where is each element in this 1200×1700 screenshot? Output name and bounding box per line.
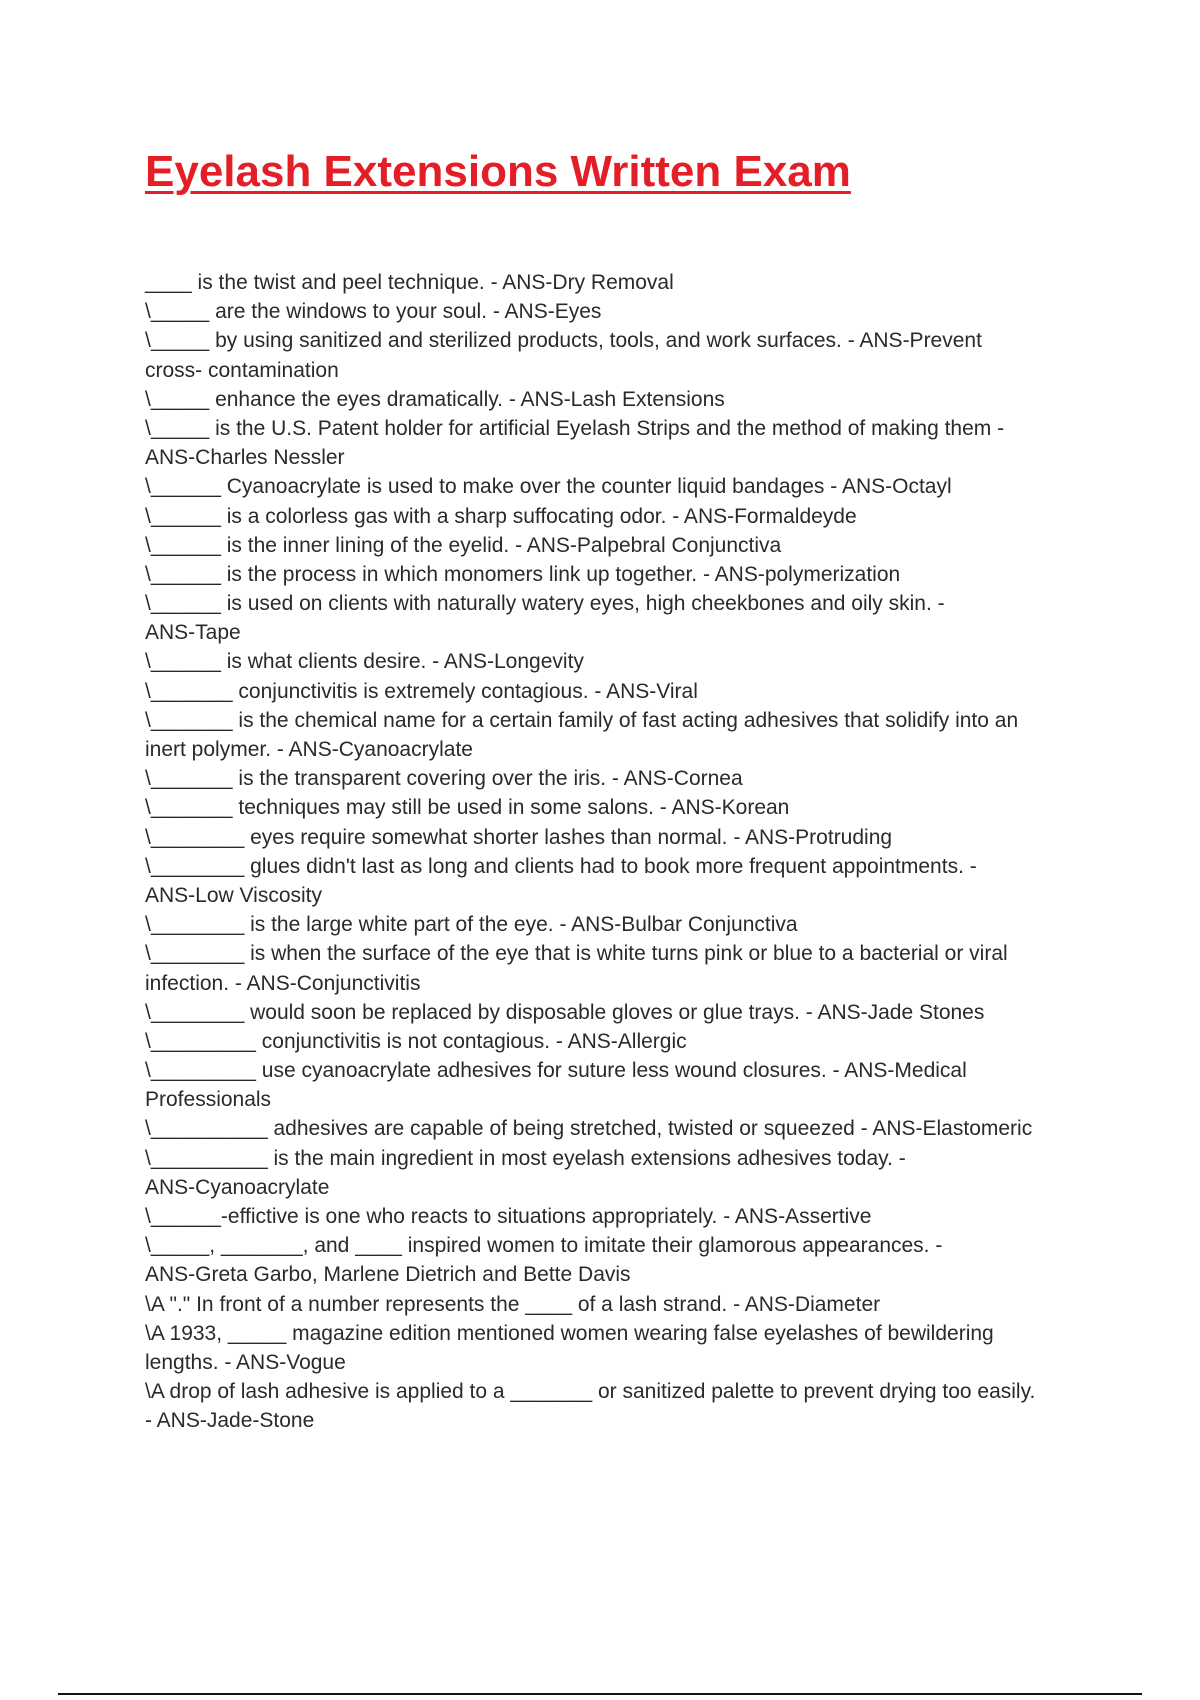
- exam-line: ANS-Greta Garbo, Marlene Dietrich and Bette Davis: [145, 1263, 631, 1287]
- exam-line: \________ is the large white part of the eye. - ANS-Bulbar Conjunctiva: [145, 913, 798, 937]
- exam-line: \________ eyes require somewhat shorter lashes than normal. - ANS-Protruding: [145, 825, 893, 849]
- exam-line: ____ is the twist and peel technique. - ANS-Dry Removal: [145, 271, 674, 294]
- exam-line: \__________ adhesives are capable of being stretched, twisted or squeezed - ANS-Elastomeric: [145, 1117, 1033, 1141]
- exam-line: \A 1933, _____ magazine edition mentioned women wearing false eyelashes of bewildering: [145, 1321, 994, 1345]
- exam-line: \_______ is the chemical name for a certain family of fast acting adhesives that solidify into an: [145, 708, 1019, 732]
- exam-line: \______ is used on clients with naturally watery eyes, high cheekbones and oily skin. -: [145, 592, 945, 616]
- document-title: Eyelash Extensions Written Exam: [145, 147, 851, 196]
- exam-line: \________ would soon be replaced by disposable gloves or glue trays. - ANS-Jade Stones: [145, 1000, 985, 1024]
- exam-line: \______ is the inner lining of the eyelid. - ANS-Palpebral Conjunctiva: [145, 533, 782, 557]
- exam-line: \______-effictive is one who reacts to situations appropriately. - ANS-Assertive: [145, 1205, 872, 1228]
- exam-line: \_____ enhance the eyes dramatically. - ANS-Lash Extensions: [145, 387, 725, 411]
- exam-line: \_______ conjunctivitis is extremely contagious. - ANS-Viral: [145, 679, 698, 703]
- exam-line: Professionals: [145, 1088, 272, 1112]
- exam-line: \_____ are the windows to your soul. - ANS-Eyes: [145, 300, 602, 324]
- exam-line: \______ is what clients desire. - ANS-Longevity: [145, 650, 584, 674]
- footer-divider: [58, 1693, 1142, 1695]
- exam-line: \_______ is the transparent covering over the iris. - ANS-Cornea: [145, 767, 743, 791]
- exam-line: \______ is a colorless gas with a sharp suffocating odor. - ANS-Formaldeyde: [145, 504, 857, 528]
- exam-line: ANS-Tape: [145, 621, 241, 645]
- exam-line: \_____, _______, and ____ inspired women to imitate their glamorous appearances. -: [145, 1234, 943, 1258]
- exam-line: \_________ use cyanoacrylate adhesives for suture less wound closures. - ANS-Medical: [145, 1059, 967, 1083]
- exam-line: ANS-Cyanoacrylate: [145, 1175, 330, 1199]
- exam-line: ANS-Charles Nessler: [145, 446, 345, 470]
- exam-line: \________ glues didn't last as long and clients had to book more frequent appointments. -: [145, 854, 977, 878]
- exam-line: \__________ is the main ingredient in most eyelash extensions adhesives today. -: [145, 1146, 906, 1170]
- exam-line: \A "." In front of a number represents the ____ of a lash strand. - ANS-Diameter: [145, 1292, 881, 1316]
- exam-line: \______ Cyanoacrylate is used to make over the counter liquid bandages - ANS-Octayl: [145, 475, 952, 499]
- exam-line: \_________ conjunctivitis is not contagious. - ANS-Allergic: [145, 1029, 687, 1053]
- exam-line: lengths. - ANS-Vogue: [145, 1350, 346, 1374]
- exam-line: ANS-Low Viscosity: [145, 883, 323, 907]
- exam-line: \A drop of lash adhesive is applied to a _______ or sanitized palette to prevent drying too easily.: [145, 1380, 1036, 1404]
- exam-line: \________ is when the surface of the eye that is white turns pink or blue to a bacterial or viral: [145, 942, 1008, 966]
- exam-line: inert polymer. - ANS-Cyanoacrylate: [145, 738, 473, 761]
- exam-line: \_____ is the U.S. Patent holder for artificial Eyelash Strips and the method of making them -: [145, 416, 1005, 440]
- exam-text-body: [145, 268, 1095, 1436]
- exam-line: cross- contamination: [145, 358, 339, 382]
- exam-line: infection. - ANS-Conjunctivitis: [145, 971, 421, 995]
- exam-line: \_____ by using sanitized and sterilized products, tools, and work surfaces. - ANS-Prevent: [145, 329, 982, 353]
- exam-line: \______ is the process in which monomers link up together. - ANS-polymerization: [145, 562, 901, 586]
- exam-line: - ANS-Jade-Stone: [145, 1409, 315, 1433]
- exam-line: \_______ techniques may still be used in some salons. - ANS-Korean: [145, 796, 790, 820]
